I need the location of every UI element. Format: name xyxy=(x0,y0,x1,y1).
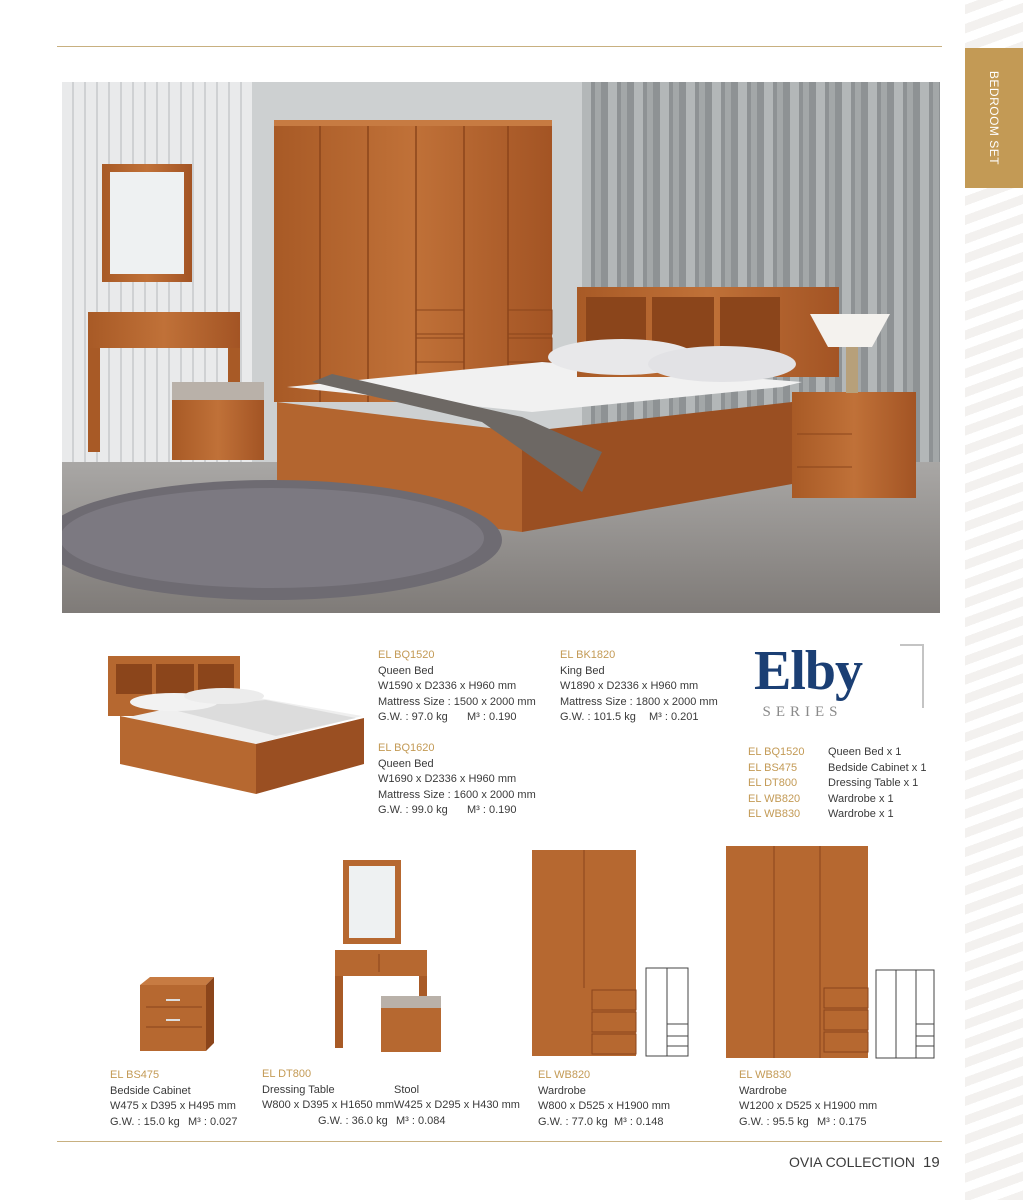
hero-bedroom-photo xyxy=(62,82,940,613)
gross-weight: G.W. : 15.0 kg xyxy=(110,1115,180,1128)
product-name: Queen Bed xyxy=(378,757,434,770)
product-code: EL BS475 xyxy=(110,1069,160,1081)
volume: M³ : 0.027 xyxy=(188,1115,238,1128)
product-name: King Bed xyxy=(560,664,605,677)
set-item-desc: Dressing Table x 1 xyxy=(828,777,919,789)
mattress-size: Mattress Size : 1500 x 2000 mm xyxy=(378,695,536,708)
top-rule xyxy=(57,46,942,47)
volume: M³ : 0.175 xyxy=(817,1115,867,1128)
elby-series-logo xyxy=(740,640,926,725)
spec-dt800 xyxy=(262,1067,520,1129)
spec-bs475 xyxy=(110,1068,236,1130)
collection-name: OVIA COLLECTION xyxy=(789,1154,916,1170)
product-code: EL WB830 xyxy=(739,1069,792,1081)
set-item-code: EL BS475 xyxy=(748,761,798,774)
set-item-code: EL BQ1520 xyxy=(748,746,805,758)
gross-weight: G.W. : 77.0 kg xyxy=(538,1115,608,1128)
product-dims: W1590 x D2336 x H960 mm xyxy=(378,680,517,692)
list-item xyxy=(748,745,926,761)
set-item-desc: Bedside Cabinet x 1 xyxy=(828,761,927,774)
product-code: EL WB820 xyxy=(538,1069,591,1081)
spec-bq1620 xyxy=(378,741,536,819)
queen-bed-image xyxy=(106,652,366,797)
volume: M³ : 0.148 xyxy=(614,1115,664,1128)
page-number: 19 xyxy=(923,1154,940,1171)
product-name: Wardrobe xyxy=(739,1084,787,1097)
page-footer xyxy=(789,1154,940,1171)
product-dims: W475 x D395 x H495 mm xyxy=(110,1100,236,1112)
list-item xyxy=(748,761,926,777)
section-tab-label: BEDROOM SET xyxy=(987,70,1001,166)
list-item xyxy=(748,807,926,823)
set-item-code: EL WB830 xyxy=(748,808,801,820)
wardrobe-wb820-image xyxy=(530,848,690,1060)
gross-weight: G.W. : 36.0 kg xyxy=(318,1114,388,1127)
spec-wb830 xyxy=(739,1068,877,1130)
product-dims: W800 x D525 x H1900 mm xyxy=(538,1100,671,1112)
gross-weight: G.W. : 95.5 kg xyxy=(739,1115,809,1128)
gross-weight: G.W. : 99.0 kg xyxy=(378,804,448,816)
volume: M³ : 0.190 xyxy=(467,711,517,723)
set-item-desc: Wardrobe x 1 xyxy=(828,792,894,805)
set-item-desc: Queen Bed x 1 xyxy=(828,746,902,758)
bedside-cabinet-image xyxy=(136,975,216,1053)
bottom-rule xyxy=(57,1141,942,1142)
wardrobe-wb830-image xyxy=(724,844,938,1062)
dressing-table-image xyxy=(333,858,443,1056)
product-name: Bedside Cabinet xyxy=(110,1084,191,1097)
stool-dims: W425 x D295 x H430 mm xyxy=(394,1099,520,1111)
set-item-code: EL DT800 xyxy=(748,777,798,789)
gross-weight: G.W. : 101.5 kg xyxy=(560,711,636,723)
product-dims: W1200 x D525 x H1900 mm xyxy=(739,1100,878,1112)
spec-bq1520 xyxy=(378,648,536,726)
mattress-size: Mattress Size : 1600 x 2000 mm xyxy=(378,788,536,801)
volume: M³ : 0.201 xyxy=(649,711,699,723)
product-code: EL DT800 xyxy=(262,1068,312,1080)
list-item xyxy=(748,792,926,808)
set-item-desc: Wardrobe x 1 xyxy=(828,808,894,820)
product-dims: W1690 x D2336 x H960 mm xyxy=(378,773,517,785)
product-code: EL BQ1620 xyxy=(378,742,435,754)
logo-frame-top xyxy=(900,644,924,646)
product-dims: W1890 x D2336 x H960 mm xyxy=(560,680,699,692)
stool-name: Stool xyxy=(394,1083,420,1096)
list-item xyxy=(748,776,926,792)
spec-bk1820 xyxy=(560,648,718,726)
volume: M³ : 0.190 xyxy=(467,804,517,816)
logo-wordmark: Elby xyxy=(754,640,863,702)
product-name: Dressing Table xyxy=(262,1083,335,1096)
product-code: EL BQ1520 xyxy=(378,649,435,661)
product-dims: W800 x D395 x H1650 mm xyxy=(262,1099,395,1111)
logo-frame-right xyxy=(922,644,924,708)
set-contents-list xyxy=(748,745,926,823)
mattress-size: Mattress Size : 1800 x 2000 mm xyxy=(560,695,718,708)
spec-wb820 xyxy=(538,1068,670,1130)
product-code: EL BK1820 xyxy=(560,649,616,661)
set-item-code: EL WB820 xyxy=(748,792,801,805)
product-name: Queen Bed xyxy=(378,664,434,677)
volume: M³ : 0.084 xyxy=(396,1114,446,1127)
product-name: Wardrobe xyxy=(538,1084,586,1097)
gross-weight: G.W. : 97.0 kg xyxy=(378,711,448,723)
logo-series: SERIES xyxy=(762,704,843,720)
section-tab[interactable] xyxy=(965,48,1023,188)
